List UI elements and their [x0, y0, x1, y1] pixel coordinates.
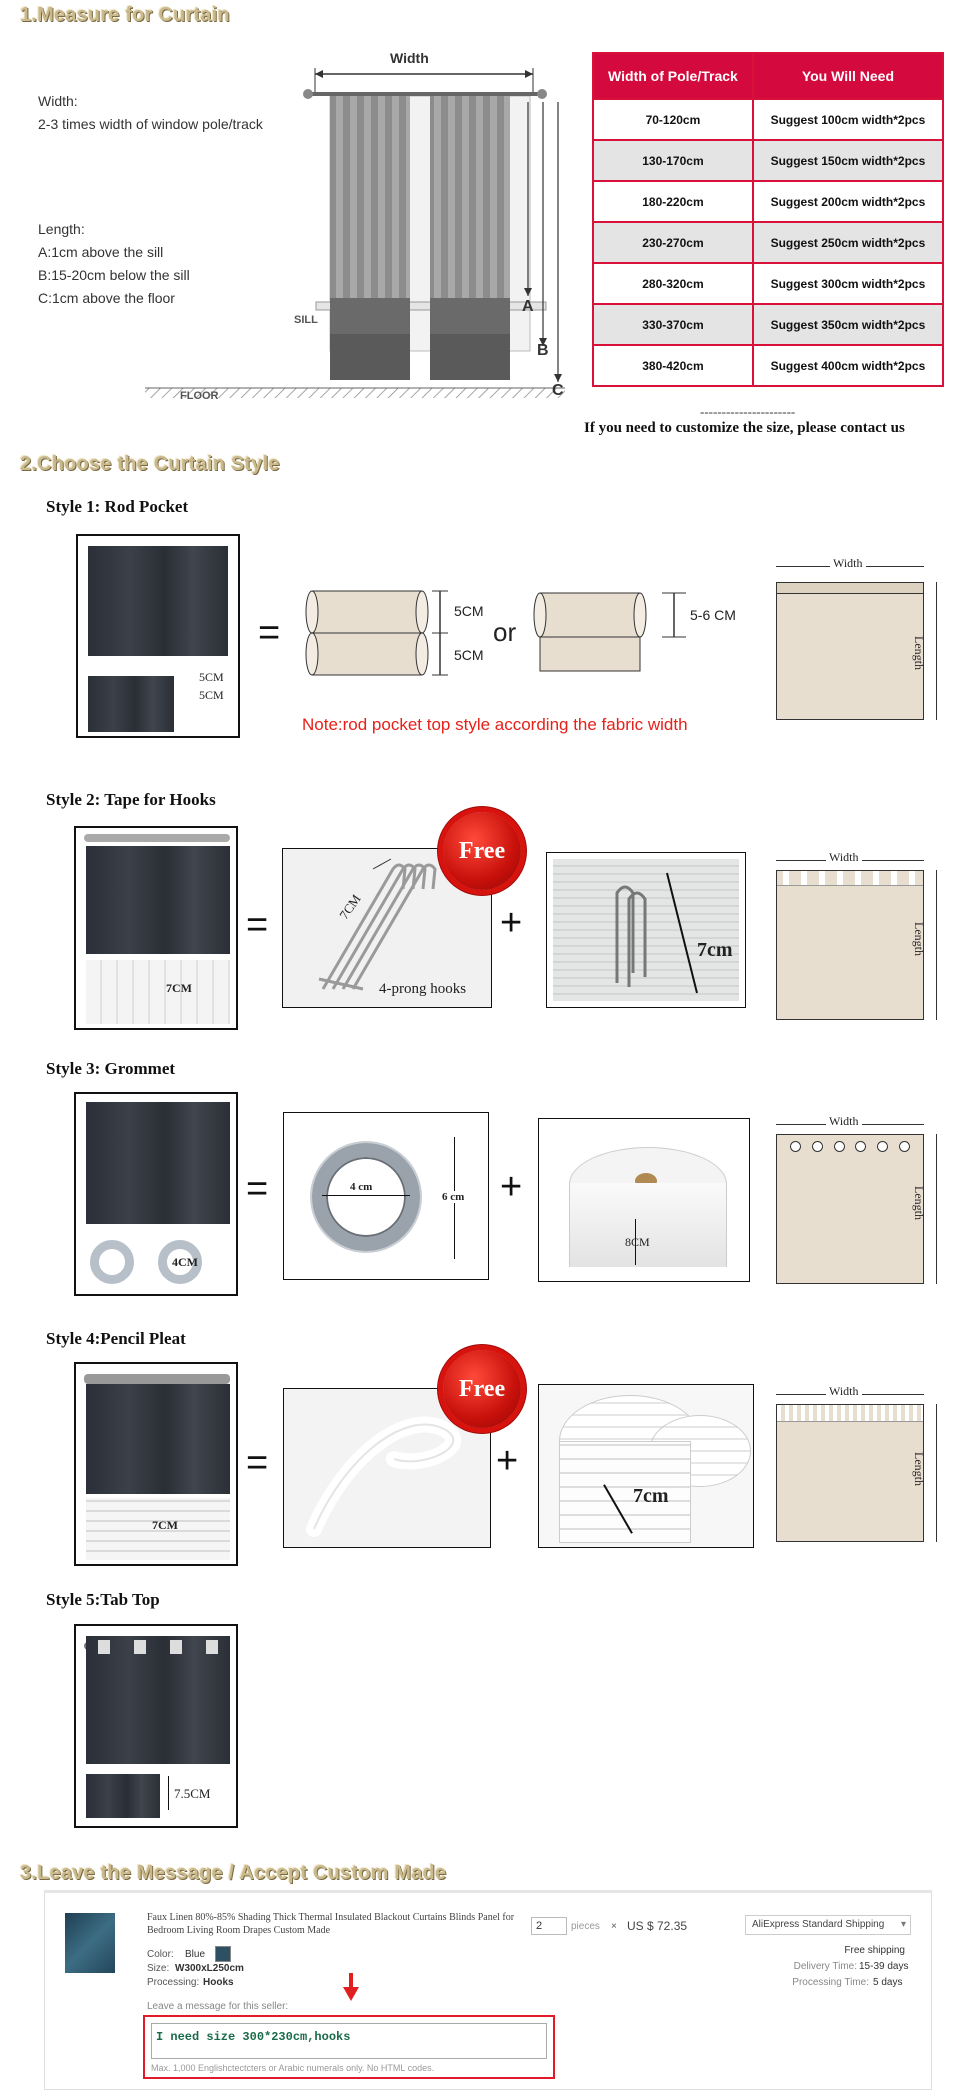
size-table — [592, 52, 944, 387]
table-cell: Suggest 350cm width*2pcs — [753, 304, 943, 345]
hook-label: 4-prong hooks — [379, 981, 467, 997]
table-row — [593, 304, 943, 345]
hook-tape-photo — [546, 852, 746, 1008]
table-cell: Suggest 100cm width*2pcs — [753, 99, 943, 140]
diag-width-label: Width — [826, 1114, 862, 1129]
color-label: Color: — [147, 1949, 174, 1960]
pocket-dim-alt: 5-6 CM — [690, 607, 736, 623]
size-table-header — [593, 53, 943, 99]
style4-title: Style 4:Pencil Pleat — [46, 1329, 186, 1348]
processing-time-value: 5 days — [873, 1977, 903, 1988]
style1-photo — [76, 534, 240, 738]
table-cell: Suggest 250cm width*2pcs — [753, 222, 943, 263]
price: US $ 72.35 — [627, 1919, 688, 1933]
grommet-ring-photo — [90, 1240, 134, 1284]
hook-dim: 7CM — [336, 891, 364, 922]
color-swatch — [215, 1946, 231, 1962]
rod-pocket-diagram — [300, 585, 740, 695]
equals-sign: = — [246, 1442, 269, 1484]
style3-title: Style 3: Grommet — [46, 1059, 176, 1078]
or-text: or — [493, 617, 517, 647]
table-row — [593, 345, 943, 386]
pleat-tape-photo — [538, 1384, 754, 1548]
style4-photo — [74, 1362, 238, 1566]
size-label: Size: — [147, 1963, 170, 1974]
length-c: C:1cm above the floor — [38, 290, 175, 306]
diag-length-label: Length — [912, 1186, 926, 1220]
photo-dim: 5CM — [199, 670, 224, 684]
size-value: W300xL250cm — [175, 1963, 244, 1974]
style4-size-diagram — [768, 1384, 948, 1554]
quantity-unit: pieces — [571, 1921, 600, 1932]
table-cell: Suggest 300cm width*2pcs — [753, 263, 943, 304]
curtain-photo — [86, 1102, 230, 1224]
diag-width-label: Width — [826, 850, 862, 865]
processing-time-label: Processing Time: — [792, 1977, 869, 1988]
photo-dim: 4CM — [172, 1255, 198, 1269]
photo-dim: 7CM — [166, 981, 192, 995]
length-a: A:1cm above the sill — [38, 244, 164, 260]
tape-photo — [86, 960, 230, 1024]
diag-length-label: Length — [912, 1452, 926, 1486]
chevron-down-icon: ▾ — [900, 1919, 906, 1930]
order-panel — [44, 1890, 932, 2090]
diag-length-label: Length — [912, 636, 926, 670]
table-row — [593, 99, 943, 140]
arrow-down-icon — [343, 1987, 359, 2001]
equals-sign: = — [258, 612, 281, 654]
measure-diagram-svg — [140, 46, 580, 416]
diag-width-label: Width — [826, 1384, 862, 1399]
processing-label: Processing: — [147, 1977, 200, 1988]
floor-label: FLOOR — [180, 390, 219, 402]
table-cell: 70-120cm — [593, 99, 753, 140]
length-b: B:15-20cm below the sill — [38, 267, 190, 283]
delivery-value: 15-39 days — [859, 1961, 909, 1972]
curtain-photo — [86, 1384, 230, 1494]
product-title[interactable]: Faux Linen 80%-85% Shading Thick Thermal Insulated Blackout Curtains Blinds Panel for Bedroom Living Room Drapes Custom Made — [147, 1912, 515, 1936]
style3-photo — [74, 1092, 238, 1296]
equals-sign: = — [246, 904, 269, 946]
section3-heading: 3.Leave the Message / Accept Custom Made — [20, 1862, 447, 1884]
table-cell: 130-170cm — [593, 140, 753, 181]
message-highlight — [143, 2015, 555, 2079]
table-cell: Suggest 150cm width*2pcs — [753, 140, 943, 181]
ring-inner-dim: 4 cm — [350, 1181, 373, 1193]
times-sign: × — [611, 1921, 617, 1932]
tape-dim: 8CM — [625, 1235, 650, 1249]
free-shipping: Free shipping — [844, 1945, 905, 1956]
quantity-input[interactable]: 2 — [531, 1917, 567, 1935]
diagram-width-label: Width — [390, 50, 429, 66]
table-cell: 180-220cm — [593, 181, 753, 222]
table-row — [593, 181, 943, 222]
curtain-photo — [88, 546, 228, 656]
plus-sign: + — [496, 1440, 519, 1482]
table-row — [593, 140, 943, 181]
table-cell: 230-270cm — [593, 222, 753, 263]
message-textarea[interactable]: I need size 300*230cm,hooks — [151, 2023, 547, 2059]
length-label: Length: — [38, 221, 85, 237]
mark-c: C — [552, 382, 564, 399]
dash-separator: ---------------------- — [700, 404, 796, 419]
table-cell: 280-320cm — [593, 263, 753, 304]
grommet-ring — [312, 1143, 420, 1251]
pocket-dim: 5CM — [454, 603, 484, 619]
shipping-select[interactable] — [745, 1915, 911, 1935]
measure-diagram — [140, 46, 580, 416]
style3-size-diagram — [768, 1114, 948, 1284]
diag-length-label: Length — [912, 922, 926, 956]
plus-sign: + — [500, 902, 523, 944]
fabric-panel — [776, 1404, 924, 1542]
size-table-col-pole: Width of Pole/Track — [593, 53, 753, 99]
curtain-detail-photo — [88, 676, 174, 732]
processing-value: Hooks — [203, 1977, 234, 1988]
photo-dim: 7CM — [152, 1518, 178, 1532]
table-cell: Suggest 400cm width*2pcs — [753, 345, 943, 386]
style2-title: Style 2: Tape for Hooks — [46, 790, 216, 809]
width-desc: 2-3 times width of window pole/track — [38, 116, 263, 132]
curtain-photo — [86, 846, 230, 954]
rod-pocket-note: Note:rod pocket top style according the fabric width — [302, 715, 688, 734]
shipping-method: AliExpress Standard Shipping — [752, 1919, 885, 1930]
fabric-panel — [776, 582, 924, 720]
product-thumbnail[interactable] — [65, 1913, 115, 1973]
message-hint: Max. 1,000 Englishctectcters or Arabic numerals only. No HTML codes. — [151, 2063, 435, 2073]
width-label: Width: — [38, 93, 78, 109]
style2-photo — [74, 826, 238, 1030]
style1-size-diagram — [768, 556, 948, 726]
style5-title: Style 5:Tab Top — [46, 1590, 160, 1609]
tape-dim: 7cm — [697, 939, 733, 961]
grommet-tape-photo — [538, 1118, 750, 1282]
mark-a: A — [522, 298, 534, 315]
contact-note: If you need to customize the size, please contact us — [584, 420, 905, 436]
table-cell: 380-420cm — [593, 345, 753, 386]
rod-pocket-svg — [300, 585, 740, 695]
style1-title: Style 1: Rod Pocket — [46, 497, 189, 516]
section2-heading: 2.Choose the Curtain Style — [20, 453, 280, 475]
color-value: Blue — [185, 1949, 206, 1960]
table-row — [593, 222, 943, 263]
sill-label: SILL — [294, 314, 318, 326]
pocket-dim: 5CM — [454, 647, 484, 663]
style5-photo — [74, 1624, 238, 1828]
table-cell: 330-370cm — [593, 304, 753, 345]
fabric-panel — [776, 870, 924, 1020]
free-badge: Free — [443, 1350, 521, 1428]
free-badge: Free — [443, 812, 521, 890]
size-table-col-need: You Will Need — [753, 53, 943, 99]
table-row — [593, 263, 943, 304]
fabric-panel — [776, 1134, 924, 1284]
grommet-photo — [283, 1112, 489, 1280]
tape-dim: 7cm — [633, 1485, 669, 1507]
message-label: Leave a message for this seller: — [147, 2001, 289, 2012]
photo-dim: 7.5CM — [174, 1786, 211, 1801]
delivery-label: Delivery Time: — [793, 1961, 857, 1972]
mark-b: B — [537, 342, 549, 359]
curtain-detail-photo — [86, 1774, 160, 1818]
section1-heading: 1.Measure for Curtain — [20, 4, 230, 26]
diag-width-label: Width — [830, 556, 866, 571]
photo-dim: 5CM — [199, 688, 224, 702]
style2-size-diagram — [768, 850, 948, 1020]
curtain-photo — [86, 1636, 230, 1764]
table-cell: Suggest 200cm width*2pcs — [753, 181, 943, 222]
plus-sign: + — [500, 1166, 523, 1208]
ring-outer-dim: 6 cm — [442, 1191, 465, 1203]
equals-sign: = — [246, 1168, 269, 1210]
